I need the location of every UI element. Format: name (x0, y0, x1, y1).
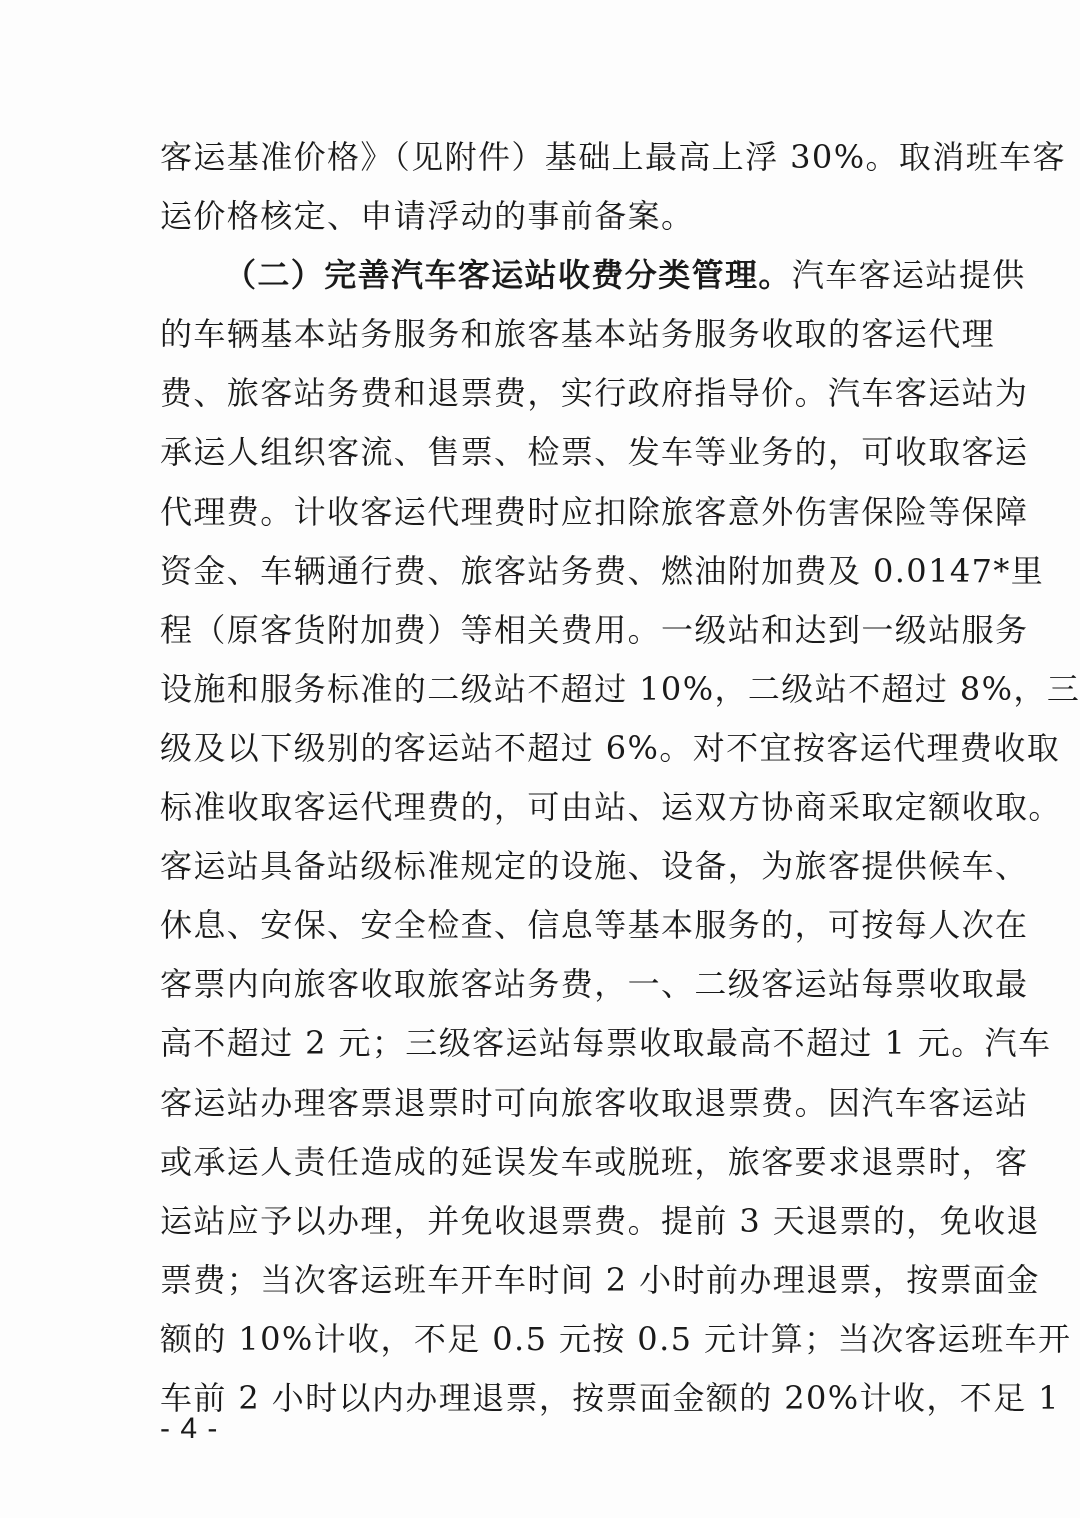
text-line-13: 客运站具备站级标准规定的设施、设备，为旅客提供候车、 (160, 847, 1029, 886)
text-line-20: 票费；当次客运班车开车时间 2 小时前办理退票，按票面金 (160, 1260, 1040, 1299)
text-line-1: 客运基准价格》（见附件）基础上最高上浮 30%。取消班车客 (160, 138, 1066, 176)
text-line-21: 额的 10%计收，不足 0.5 元按 0.5 元计算；当次客运班车开 (160, 1319, 1072, 1358)
text-line-19: 运站应予以办理，并免收退票费。提前 3 天退票的，免收退 (160, 1201, 1040, 1240)
page-number: - 4 - (160, 1412, 219, 1445)
body-text (160, 128, 1080, 1428)
section-heading: （二）完善汽车客运站收费分类管理。 (224, 256, 792, 295)
text-line-16: 高不超过 2 元；三级客运站每票收取最高不超过 1 元。汽车 (160, 1024, 1052, 1063)
text-line-14: 休息、安保、安全检查、信息等基本服务的，可按每人次在 (160, 906, 1029, 945)
text-line-10: 设施和服务标准的二级站不超过 10%，二级站不超过 8%，三 (160, 669, 1080, 708)
text-line-4: 的车辆基本站务服务和旅客基本站务服务收取的客运代理 (160, 315, 996, 354)
text-line-17: 客运站办理客票退票时可向旅客收取退票费。因汽车客运站 (160, 1083, 1029, 1122)
section-heading-line (160, 246, 1026, 305)
text-line-12: 标准收取客运代理费的，可由站、运双方协商采取定额收取。 (160, 788, 1062, 827)
text-line-15: 客票内向旅客收取旅客站务费，一、二级客运站每票收取最 (160, 965, 1029, 1004)
text-line-6: 承运人组织客流、售票、检票、发车等业务的，可收取客运 (160, 433, 1029, 472)
text-line-7: 代理费。计收客运代理费时应扣除旅客意外伤害保险等保障 (160, 492, 1029, 531)
text-line-5: 费、旅客站务费和退票费，实行政府指导价。汽车客运站为 (160, 374, 1029, 413)
text-line-11: 级及以下级别的客运站不超过 6%。对不宜按客运代理费收取 (160, 728, 1061, 767)
section-heading-continuation: 汽车客运站提供 (791, 256, 1026, 295)
text-line-2: 运价格核定、申请浮动的事前备案。 (160, 197, 695, 236)
text-line-8: 资金、车辆通行费、旅客站务费、燃油附加费及 0.0147*里 (160, 551, 1045, 590)
text-line-22: 车前 2 小时以内办理退票，按票面金额的 20%计收，不足 1 (160, 1378, 1060, 1417)
text-line-18: 或承运人责任造成的延误发车或脱班，旅客要求退票时，客 (160, 1142, 1029, 1181)
text-line-9: 程（原客货附加费）等相关费用。一级站和达到一级站服务 (160, 610, 1029, 649)
